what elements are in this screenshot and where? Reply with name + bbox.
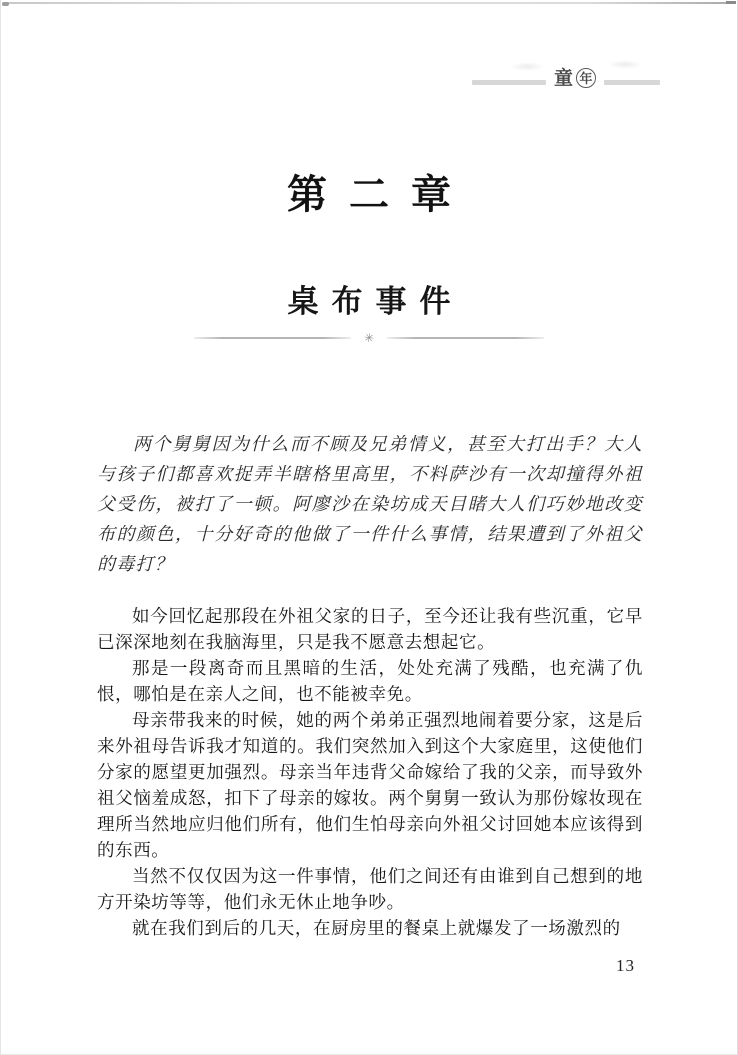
chapter-body — [97, 603, 643, 941]
page-number: 13 — [616, 956, 635, 975]
book-logo-char: 童 — [553, 67, 573, 89]
running-header — [472, 68, 660, 88]
divider-line-right — [387, 337, 544, 339]
header-smudge-left — [510, 62, 544, 71]
book-logo — [554, 68, 596, 88]
body-paragraph: 如今回忆起那段在外祖父家的日子，至今还让我有些沉重，它早已深深地刻在我脑海里，只是我不愿意去想起它。 — [97, 606, 643, 652]
header-rule-left — [472, 80, 546, 85]
chapter-title: 桌布事件 — [287, 284, 464, 319]
title-divider — [0, 332, 738, 344]
body-paragraph: 就在我们到后的几天，在厨房里的餐桌上就爆发了一场激烈的 — [132, 918, 621, 938]
scan-edge-left — [0, 0, 1, 1055]
divider-line-left — [194, 337, 351, 339]
scan-edge-top — [6, 2, 734, 4]
header-rule-right — [604, 80, 660, 85]
chapter-intro-synopsis: 两个舅舅因为什么而不顾及兄弟情义，甚至大打出手？大人与孩子们都喜欢捉弄半瞎格里高里，不料萨沙有一次却撞得外祖父受伤，被打了一顿。阿廖沙在染坊成天目睹大人们巧妙地改变布的颜色，十分好奇的他做了一件什么事情，结果遭到了外祖父的毒打？ — [97, 434, 643, 574]
header-smudge-right — [608, 60, 642, 69]
body-paragraph: 母亲带我来的时候，她的两个弟弟正强烈地闹着要分家，这是后来外祖母告诉我才知道的。我们突然加入到这个大家庭里，这使他们分家的愿望更加强烈。母亲当年违背父命嫁给了我的父亲，而导致外祖父恼羞成怒，扣下了母亲的嫁妆。两个舅舅一致认为那份嫁妆现在理所当然地应归他们所有，他们生怕母亲向外祖父讨回她本应该得到的东西。 — [97, 710, 643, 860]
scan-speck-top-left — [2, 2, 9, 6]
book-logo-circled-char: 年 — [576, 68, 596, 88]
divider-ornament-icon: ✳ — [363, 330, 375, 346]
body-paragraph: 当然不仅仅因为这一件事情，他们之间还有由谁到自己想到的地方开染坊等等，他们永无休止地争吵。 — [97, 866, 643, 912]
body-paragraph: 那是一段离奇而且黑暗的生活，处处充满了残酷，也充满了仇恨，哪怕是在亲人之间，也不能被幸免。 — [97, 658, 643, 704]
chapter-number: 第二章 — [287, 172, 473, 217]
scan-speck-top-right — [726, 1, 736, 4]
